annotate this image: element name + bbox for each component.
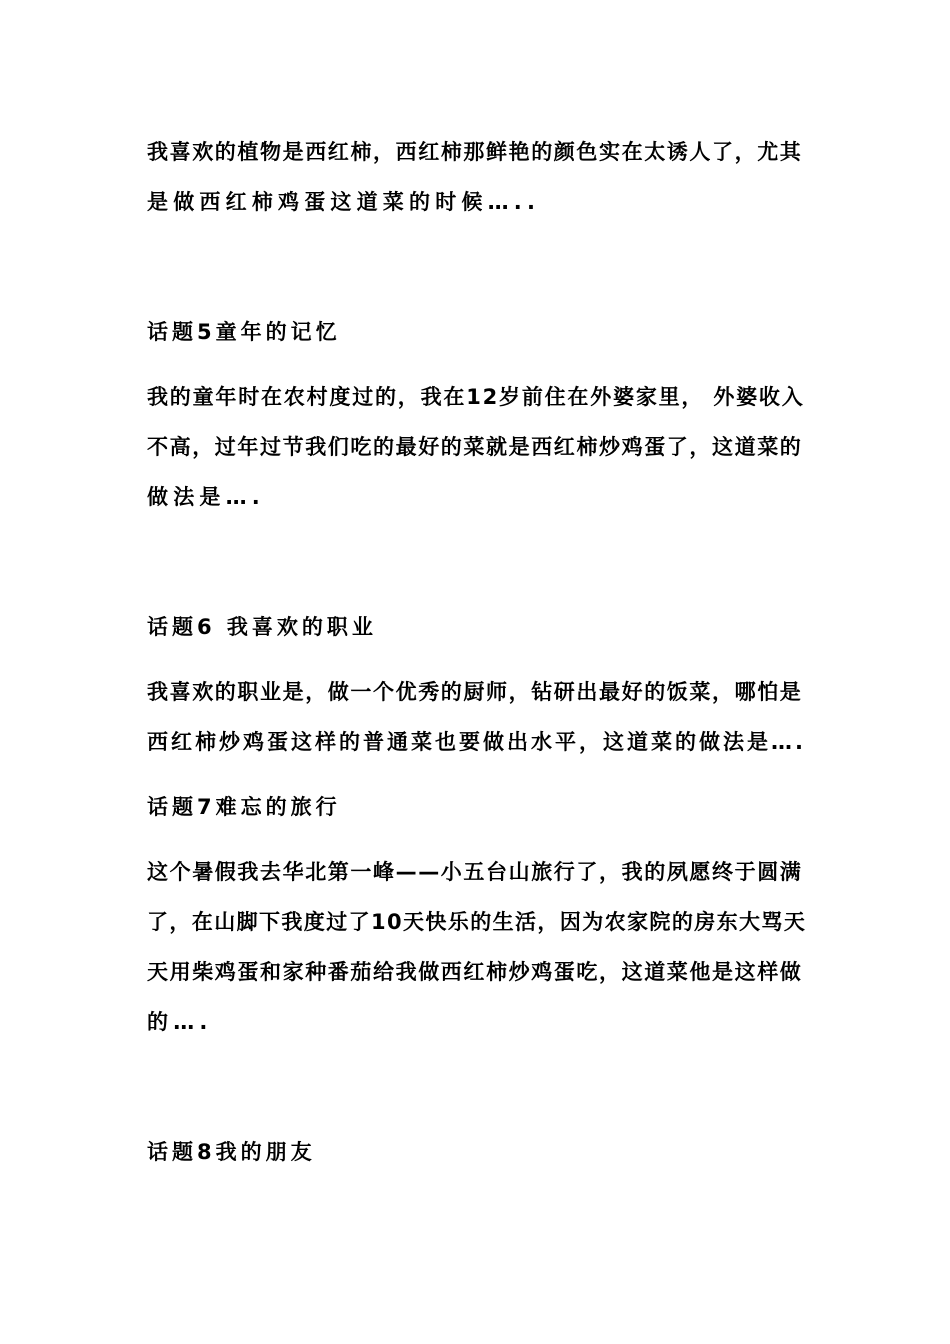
- paragraph-line: 了，在山脚下我度过了10天快乐的生活，因为农家院的房东大骂天: [147, 910, 807, 934]
- topic-heading: 话题7难忘的旅行: [147, 795, 341, 819]
- paragraph-line: 不高，过年过节我们吃的最好的菜就是西红柿炒鸡蛋了，这道菜的: [147, 435, 803, 459]
- topic-heading: 话题8我的朋友: [147, 1140, 316, 1164]
- paragraph-line: 这个暑假我去华北第一峰——小五台山旅行了，我的夙愿终于圆满: [147, 860, 803, 884]
- topic-heading: 话题6 我喜欢的职业: [147, 615, 377, 639]
- paragraph-line: 的….: [147, 1010, 213, 1034]
- paragraph-line: 我的童年时在农村度过的，我在12岁前住在外婆家里， 外婆收入: [147, 385, 805, 409]
- paragraph-line: 是做西红柿鸡蛋这道菜的时候…..: [147, 190, 541, 214]
- paragraph-line: 做法是….: [147, 485, 265, 509]
- paragraph-line: 我喜欢的职业是，做一个优秀的厨师，钻研出最好的饭菜，哪怕是: [147, 680, 803, 704]
- paragraph-line: 天用柴鸡蛋和家种番茄给我做西红柿炒鸡蛋吃，这道菜他是这样做: [147, 960, 803, 984]
- paragraph-line: 我喜欢的植物是西红柿，西红柿那鲜艳的颜色实在太诱人了，尤其: [147, 140, 803, 164]
- topic-heading: 话题5童年的记忆: [147, 320, 341, 344]
- paragraph-line: 西红柿炒鸡蛋这样的普通菜也要做出水平，这道菜的做法是….: [147, 730, 806, 754]
